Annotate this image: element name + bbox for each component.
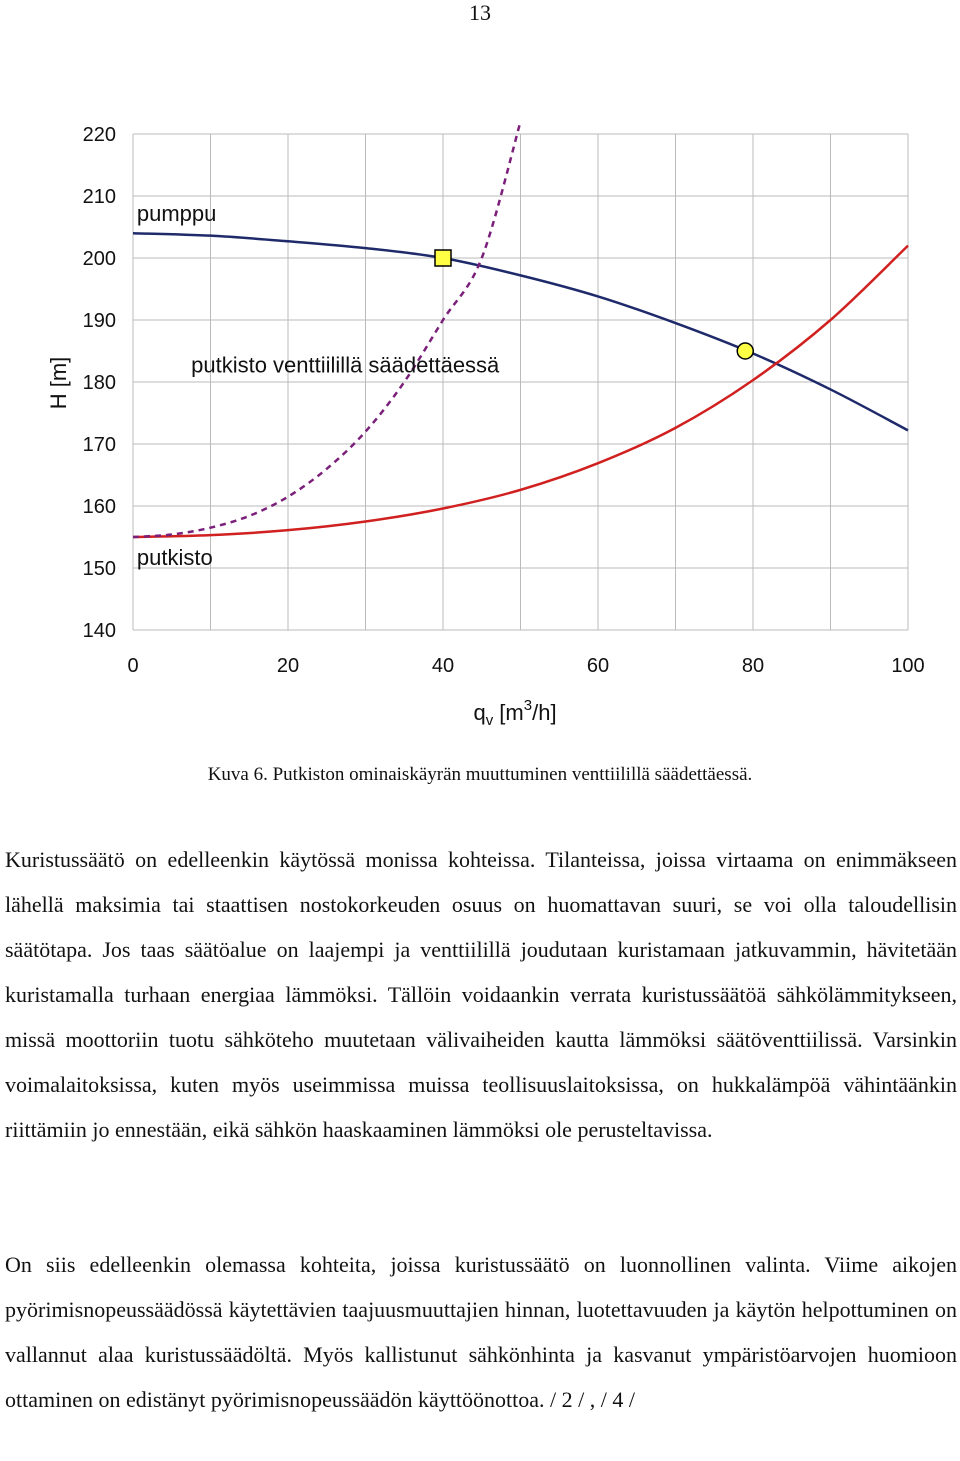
y-tick-label: 220 <box>82 124 116 146</box>
paragraph-1: Kuristussäätö on edelleenkin käytössä monissa kohteissa. Tilanteissa, joissa virtaama on enimmäkseen lähellä maksimia tai staattisen nostokorkeuden osuus on huomattavan suuri, se voi olla taloudellisin säätötapa. Jos taas säätöalue on laajempi ja venttiilillä joudutaan kuristamaan jatkuvammin, hävitetään kuristamalla turhaan energiaa lämmöksi. Tällöin voidaankin verrata kuristussäätöä sähkölämmitykseen, missä moottoriin tuotu sähköteho muutetaan välivaiheiden kautta lämmöksi säätöventtiilissä. Varsinkin voimalaitoksissa, kuten myös useimmissa muissa teollisuuslaitoksissa, on hukkalämpöä vähintäänkin riittämiin jo ennestään, eikä sähkön haaskaaminen lämmöksi ole perusteltavissa. <box>5 847 957 1142</box>
y-tick-label: 170 <box>82 434 116 456</box>
x-tick-label: 60 <box>586 655 610 677</box>
y-tick-label: 160 <box>82 496 116 518</box>
y-tick-label: 140 <box>82 620 116 642</box>
y-tick-label: 210 <box>82 186 116 208</box>
y-axis-label: H [m] <box>46 356 71 410</box>
curve-annotation: putkisto venttiilillä säädettäessä <box>191 352 500 378</box>
x-tick-label: 100 <box>891 655 925 677</box>
y-tick-label: 200 <box>82 248 116 270</box>
operating-point-circle <box>737 343 753 359</box>
paragraph-2: On siis edelleenkin olemassa kohteita, joissa kuristussäätö on luonnollinen valinta. Viime aikojen pyörimisnopeussäädössä käytettävien taajuusmuuttajien hinnan, luotettavuuden ja käytön helpottuminen on vallannut alaa kuristussäädöltä. Myös kallistunut sähkönhinta ja kasvanut ympäristöarvojen huomioon ottaminen on edistänyt pyörimisnopeussäädön käyttöönottoa. / 2 / , / 4 / <box>5 1252 957 1412</box>
x-tick-label: 20 <box>276 655 300 677</box>
y-tick-label: 190 <box>82 310 116 332</box>
page-number: 13 <box>469 0 491 25</box>
x-tick-label: 80 <box>741 655 765 677</box>
figure-caption: Kuva 6. Putkiston ominaiskäyrän muuttuminen venttiilillä säädettäessä. <box>207 764 753 785</box>
operating-point-square <box>435 250 451 266</box>
curve-annotation: pumppu <box>136 200 217 226</box>
y-tick-label: 180 <box>82 372 116 394</box>
curve-annotation: putkisto <box>136 544 213 570</box>
chart-grid <box>133 134 908 630</box>
x-axis-label: $q_v$ $[m^3/h]$ <box>473 697 557 729</box>
x-tick-label: 0 <box>127 655 139 677</box>
series-line-3 <box>133 122 521 537</box>
y-tick-label: 150 <box>82 558 116 580</box>
x-tick-label: 40 <box>431 655 455 677</box>
